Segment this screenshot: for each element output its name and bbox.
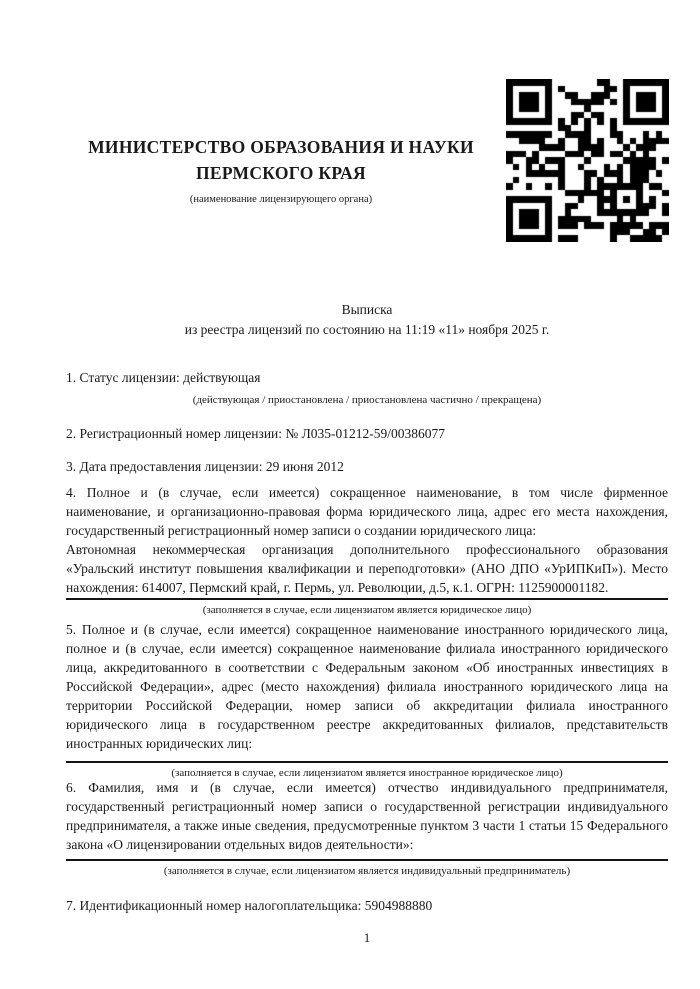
foreign-entity-divider xyxy=(66,761,668,763)
legal-entity-caption: (заполняется в случае, если лицензиатом является юридическое лицо) xyxy=(202,604,532,616)
licensing-authority-header xyxy=(66,134,496,206)
section-taxpayer-id xyxy=(66,896,668,915)
entrepreneur-label: 6. Фамилия, имя и (в случае, если имеется) отчество индивидуального предпринимателя, государственный регистрационный номер записи о государственной регистрации индивидуального предпринимателя, а также иные сведения, предусмотренные пунктом 3 части 1 статьи 15 Федерального закона «О лицензировании отдельных видов деятельности»: xyxy=(66,780,668,852)
legal-entity-divider xyxy=(66,598,668,600)
foreign-entity-label: 5. Полное и (в случае, если имеется) сокращенное наименование иностранного юридического лица, полное и (в случае, если имеется) сокращенное наименование филиала иностранного юридического лица, аккредитованного в соответствии с Федеральным законом «Об иностранных инвестициях в Российской Федерации», адрес (место нахождения) филиала иностранного юридического лица на территории Российской Федерации, номер записи об аккредитации филиала иностранного юридического лица в государственном реестре аккредитованных филиалов, представительств иностранных юридических лиц: xyxy=(66,622,668,751)
foreign-entity-caption: (заполняется в случае, если лицензиатом является иностранное юридическое лицо) xyxy=(171,767,563,779)
grant-date-text: 3. Дата предоставления лицензии: 29 июня 2012 xyxy=(66,459,344,474)
section-license-status xyxy=(66,368,668,407)
section-registration-number xyxy=(66,424,668,443)
ministry-name-line1: МИНИСТЕРСТВО ОБРАЗОВАНИЯ И НАУКИ xyxy=(88,137,474,157)
section-entrepreneur xyxy=(66,778,668,878)
document-title-line1: Выписка xyxy=(341,302,393,317)
document-title-line2: из реестра лицензий по состоянию на 11:19 «11» ноября 2025 г. xyxy=(184,322,550,337)
registration-number-text: 2. Регистрационный номер лицензии: № Л035-01212-59/00386077 xyxy=(66,426,446,441)
ministry-name-line2: ПЕРМСКОГО КРАЯ xyxy=(196,163,366,183)
legal-entity-label: 4. Полное и (в случае, если имеется) сокращенное наименование, в том числе фирменное наименование, и организационно-правовая форма юридического лица, адрес его места нахождения, государственный регистрационный номер записи о создании юридического лица: xyxy=(66,485,668,538)
document-title xyxy=(66,300,668,340)
ministry-caption: (наименование лицензирующего органа) xyxy=(189,194,373,205)
taxpayer-id-text: 7. Идентификационный номер налогоплательщика: 5904988880 xyxy=(66,898,433,913)
entrepreneur-caption: (заполняется в случае, если лицензиатом является индивидуальный предприниматель) xyxy=(163,865,571,877)
section-grant-date xyxy=(66,457,668,476)
qr-code-icon xyxy=(506,79,669,242)
section-legal-entity xyxy=(66,483,668,617)
license-status-options-caption: (действующая / приостановлена / приостановлена частично / прекращена) xyxy=(192,394,542,406)
entrepreneur-divider xyxy=(66,859,668,861)
page-number: 1 xyxy=(363,930,371,945)
section-foreign-entity xyxy=(66,620,668,780)
license-status-text: 1. Статус лицензии: действующая xyxy=(66,370,261,385)
legal-entity-value: Автономная некоммерческая организация дополнительного профессионального образования «Уральский институт повышения квалификации и переподготовки» (АНО ДПО «УрИПКиП»). Место нахождения: 614007, Пермский край, г. Пермь, ул. Революции, д.5, к.1. ОГРН: 1125900001182. xyxy=(66,542,668,595)
